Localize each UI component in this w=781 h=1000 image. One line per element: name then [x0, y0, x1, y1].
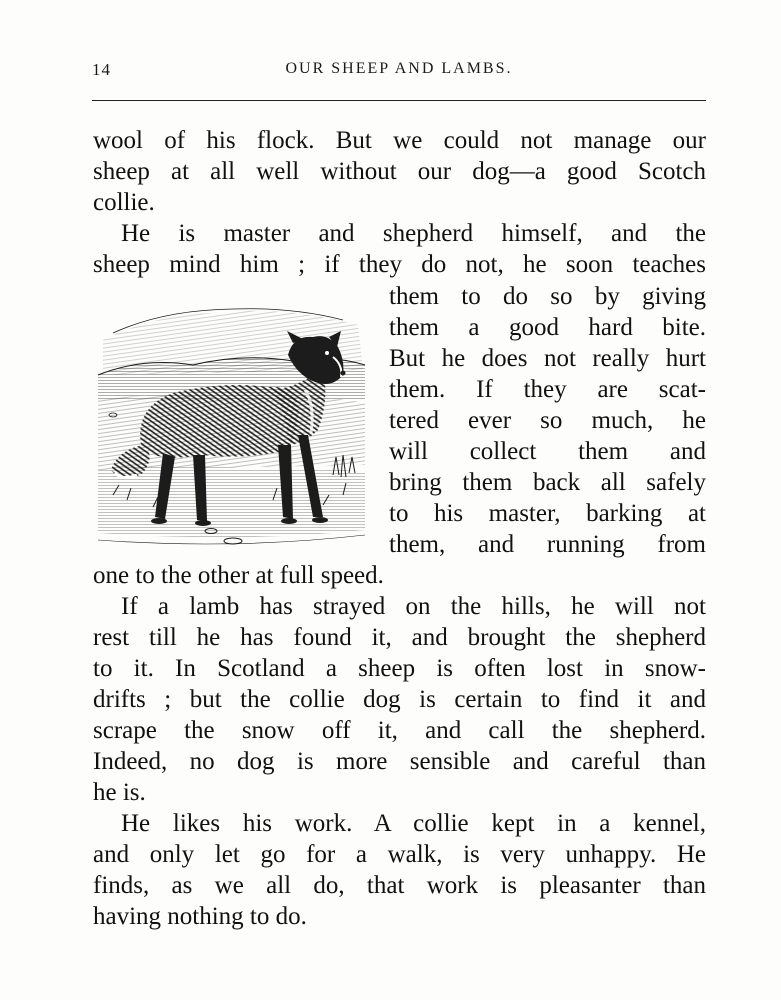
text-line: wool of his flock. But we could not manage our: [93, 127, 706, 154]
text-line: to it. In Scotland a sheep is often lost in snow-: [93, 655, 706, 682]
text-line: to his master, barking at: [389, 500, 706, 527]
text-line: and only let go for a walk, is very unhappy. He: [93, 841, 706, 868]
paragraph-first-line: He likes his work. A collie kept in a kennel,: [121, 810, 706, 837]
text-line: them to do so by giving: [389, 283, 706, 310]
text-line: them, and running from: [389, 531, 706, 558]
text-line: sheep mind him ; if they do not, he soon teaches: [93, 251, 706, 278]
text-line: Indeed, no dog is more sensible and careful than: [93, 748, 706, 775]
text-line: he is.: [93, 779, 146, 806]
text-line: scrape the snow off it, and call the shepherd.: [93, 717, 706, 744]
text-line: collie.: [93, 189, 155, 216]
text-line: them. If they are scat-: [389, 376, 706, 403]
text-line: one to the other at full speed.: [93, 562, 384, 589]
header-rule: [92, 100, 706, 101]
text-line: finds, as we all do, that work is pleasanter than: [93, 872, 706, 899]
text-line: having nothing to do.: [93, 903, 307, 930]
paragraph-first-line: He is master and shepherd himself, and the: [121, 220, 706, 247]
paragraph-first-line: If a lamb has strayed on the hills, he will not: [121, 593, 706, 620]
collie-engraving: [93, 295, 373, 550]
text-line: will collect them and: [389, 438, 706, 465]
text-line: rest till he has found it, and brought the shepherd: [93, 624, 706, 651]
text-line: drifts ; but the collie dog is certain to find it and: [93, 686, 706, 713]
page-number: 14: [92, 60, 111, 79]
text-line: sheep at all well without our dog—a good Scotch: [93, 158, 706, 185]
running-head: [92, 58, 706, 88]
running-title: OUR SHEEP AND LAMBS.: [285, 60, 513, 77]
collie-illustration: [93, 295, 373, 550]
text-line: But he does not really hurt: [389, 345, 706, 372]
text-line: tered ever so much, he: [389, 407, 706, 434]
text-line: bring them back all safely: [389, 469, 706, 496]
text-line: them a good hard bite.: [389, 314, 706, 341]
